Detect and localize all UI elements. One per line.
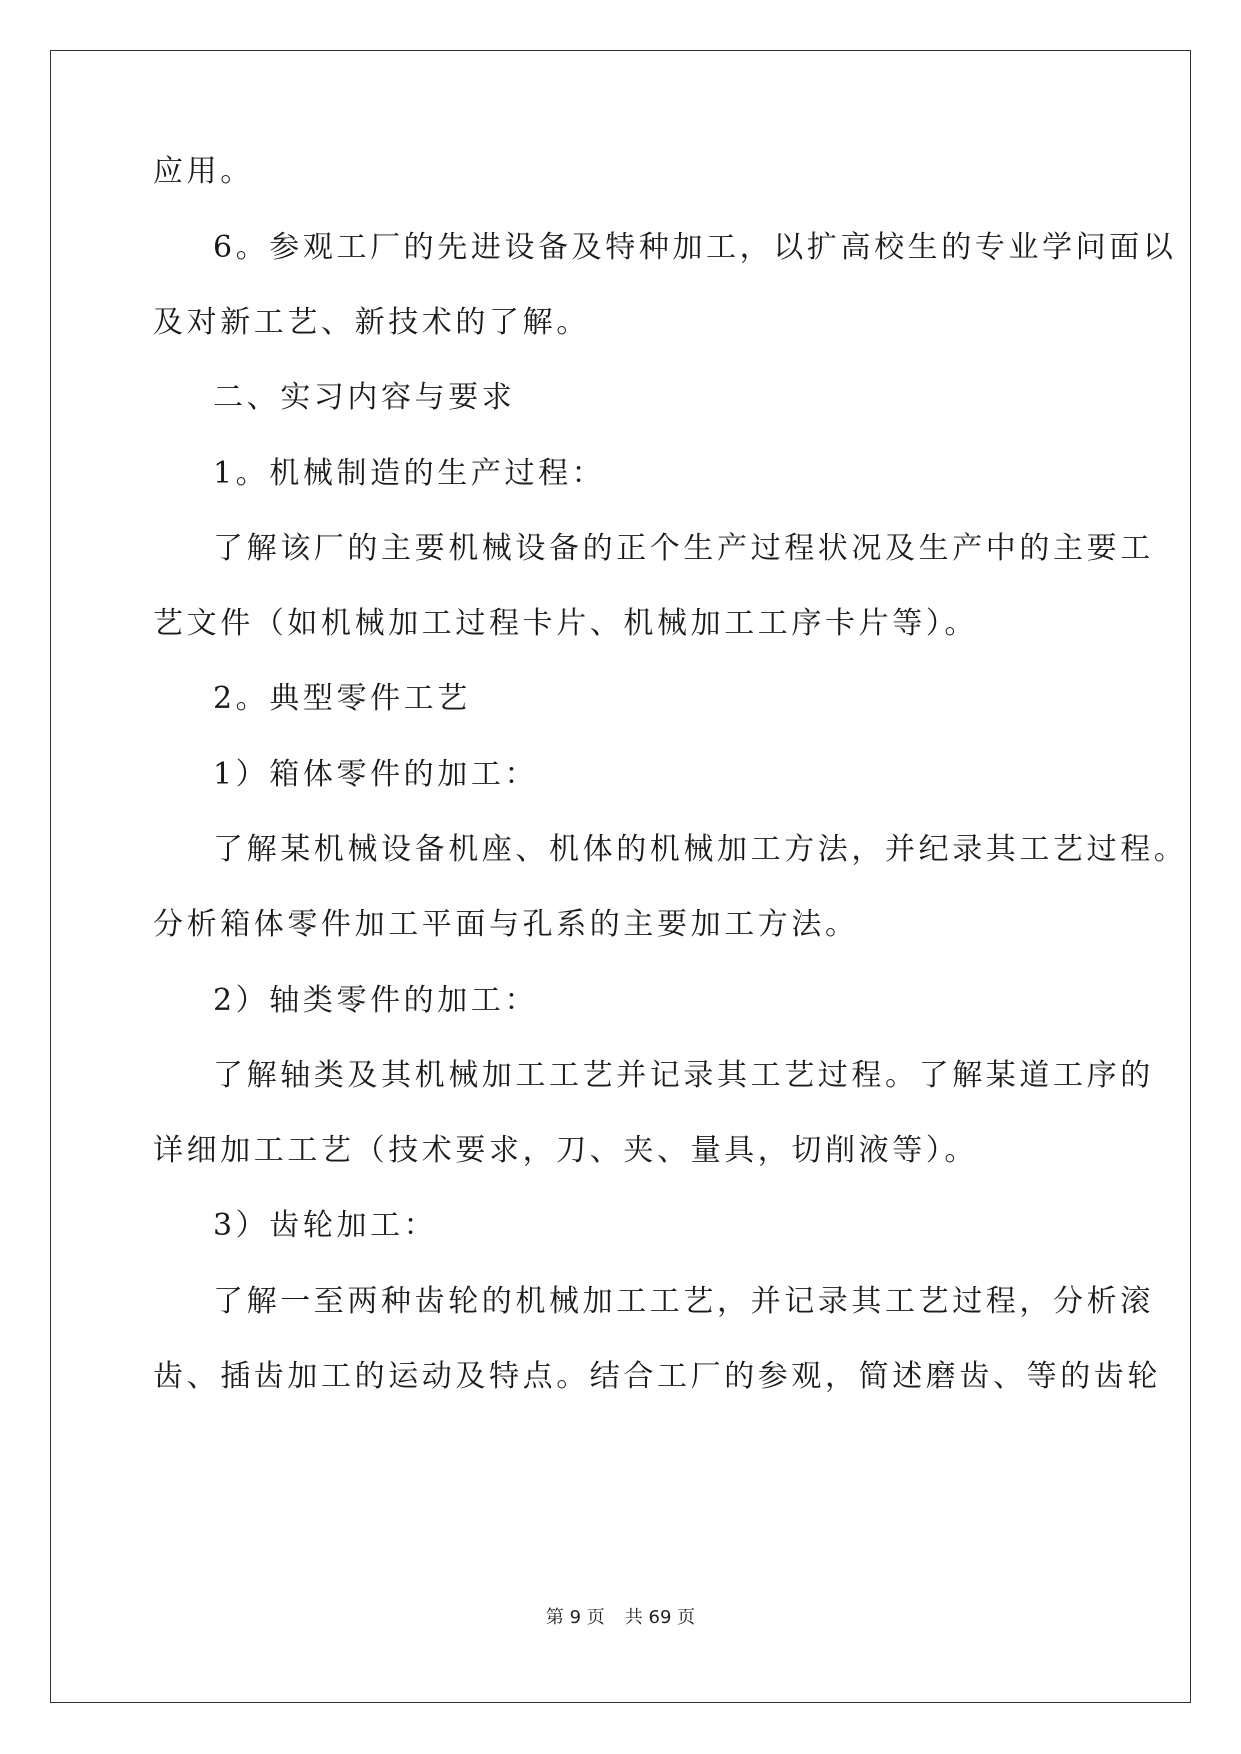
text-line: 6。参观工厂的先进设备及特种加工，以扩高校生的专业学问面以 bbox=[213, 230, 1177, 265]
subsection-heading: 3）齿轮加工： bbox=[213, 1208, 438, 1243]
text-line: 了解轴类及其机械加工工艺并记录其工艺过程。了解某道工序的 bbox=[213, 1058, 1154, 1093]
text-line: 了解一至两种齿轮的机械加工工艺，并记录其工艺过程，分析滚 bbox=[213, 1284, 1154, 1319]
section-heading: 二、实习内容与要求 bbox=[213, 380, 516, 415]
page-total: 共 69 页 bbox=[624, 1607, 696, 1628]
text-line: 齿、插齿加工的运动及特点。结合工厂的参观，简述磨齿、等的齿轮 bbox=[153, 1359, 1161, 1394]
subsection-heading: 1）箱体零件的加工： bbox=[213, 757, 539, 792]
subsection-heading: 2。典型零件工艺 bbox=[213, 681, 471, 716]
subsection-heading: 1。机械制造的生产过程： bbox=[213, 456, 606, 491]
text-line: 艺文件（如机械加工过程卡片、机械加工工序卡片等）。 bbox=[153, 606, 978, 641]
text-line: 了解该厂的主要机械设备的正个生产过程状况及生产中的主要工 bbox=[213, 531, 1154, 566]
text-line: 应用。 bbox=[153, 154, 254, 189]
text-line: 分析箱体零件加工平面与孔系的主要加工方法。 bbox=[153, 907, 859, 942]
subsection-heading: 2）轴类零件的加工： bbox=[213, 983, 539, 1018]
text-line: 及对新工艺、新技术的了解。 bbox=[153, 305, 590, 340]
page-number: 第 9 页 bbox=[545, 1607, 605, 1628]
text-line: 详细加工工艺（技术要求，刀、夹、量具，切削液等）。 bbox=[153, 1133, 978, 1168]
page-footer bbox=[0, 1606, 1241, 1630]
text-line: 了解某机械设备机座、机体的机械加工方法，并纪录其工艺过程。 bbox=[213, 832, 1188, 867]
page-border bbox=[50, 50, 1191, 1703]
